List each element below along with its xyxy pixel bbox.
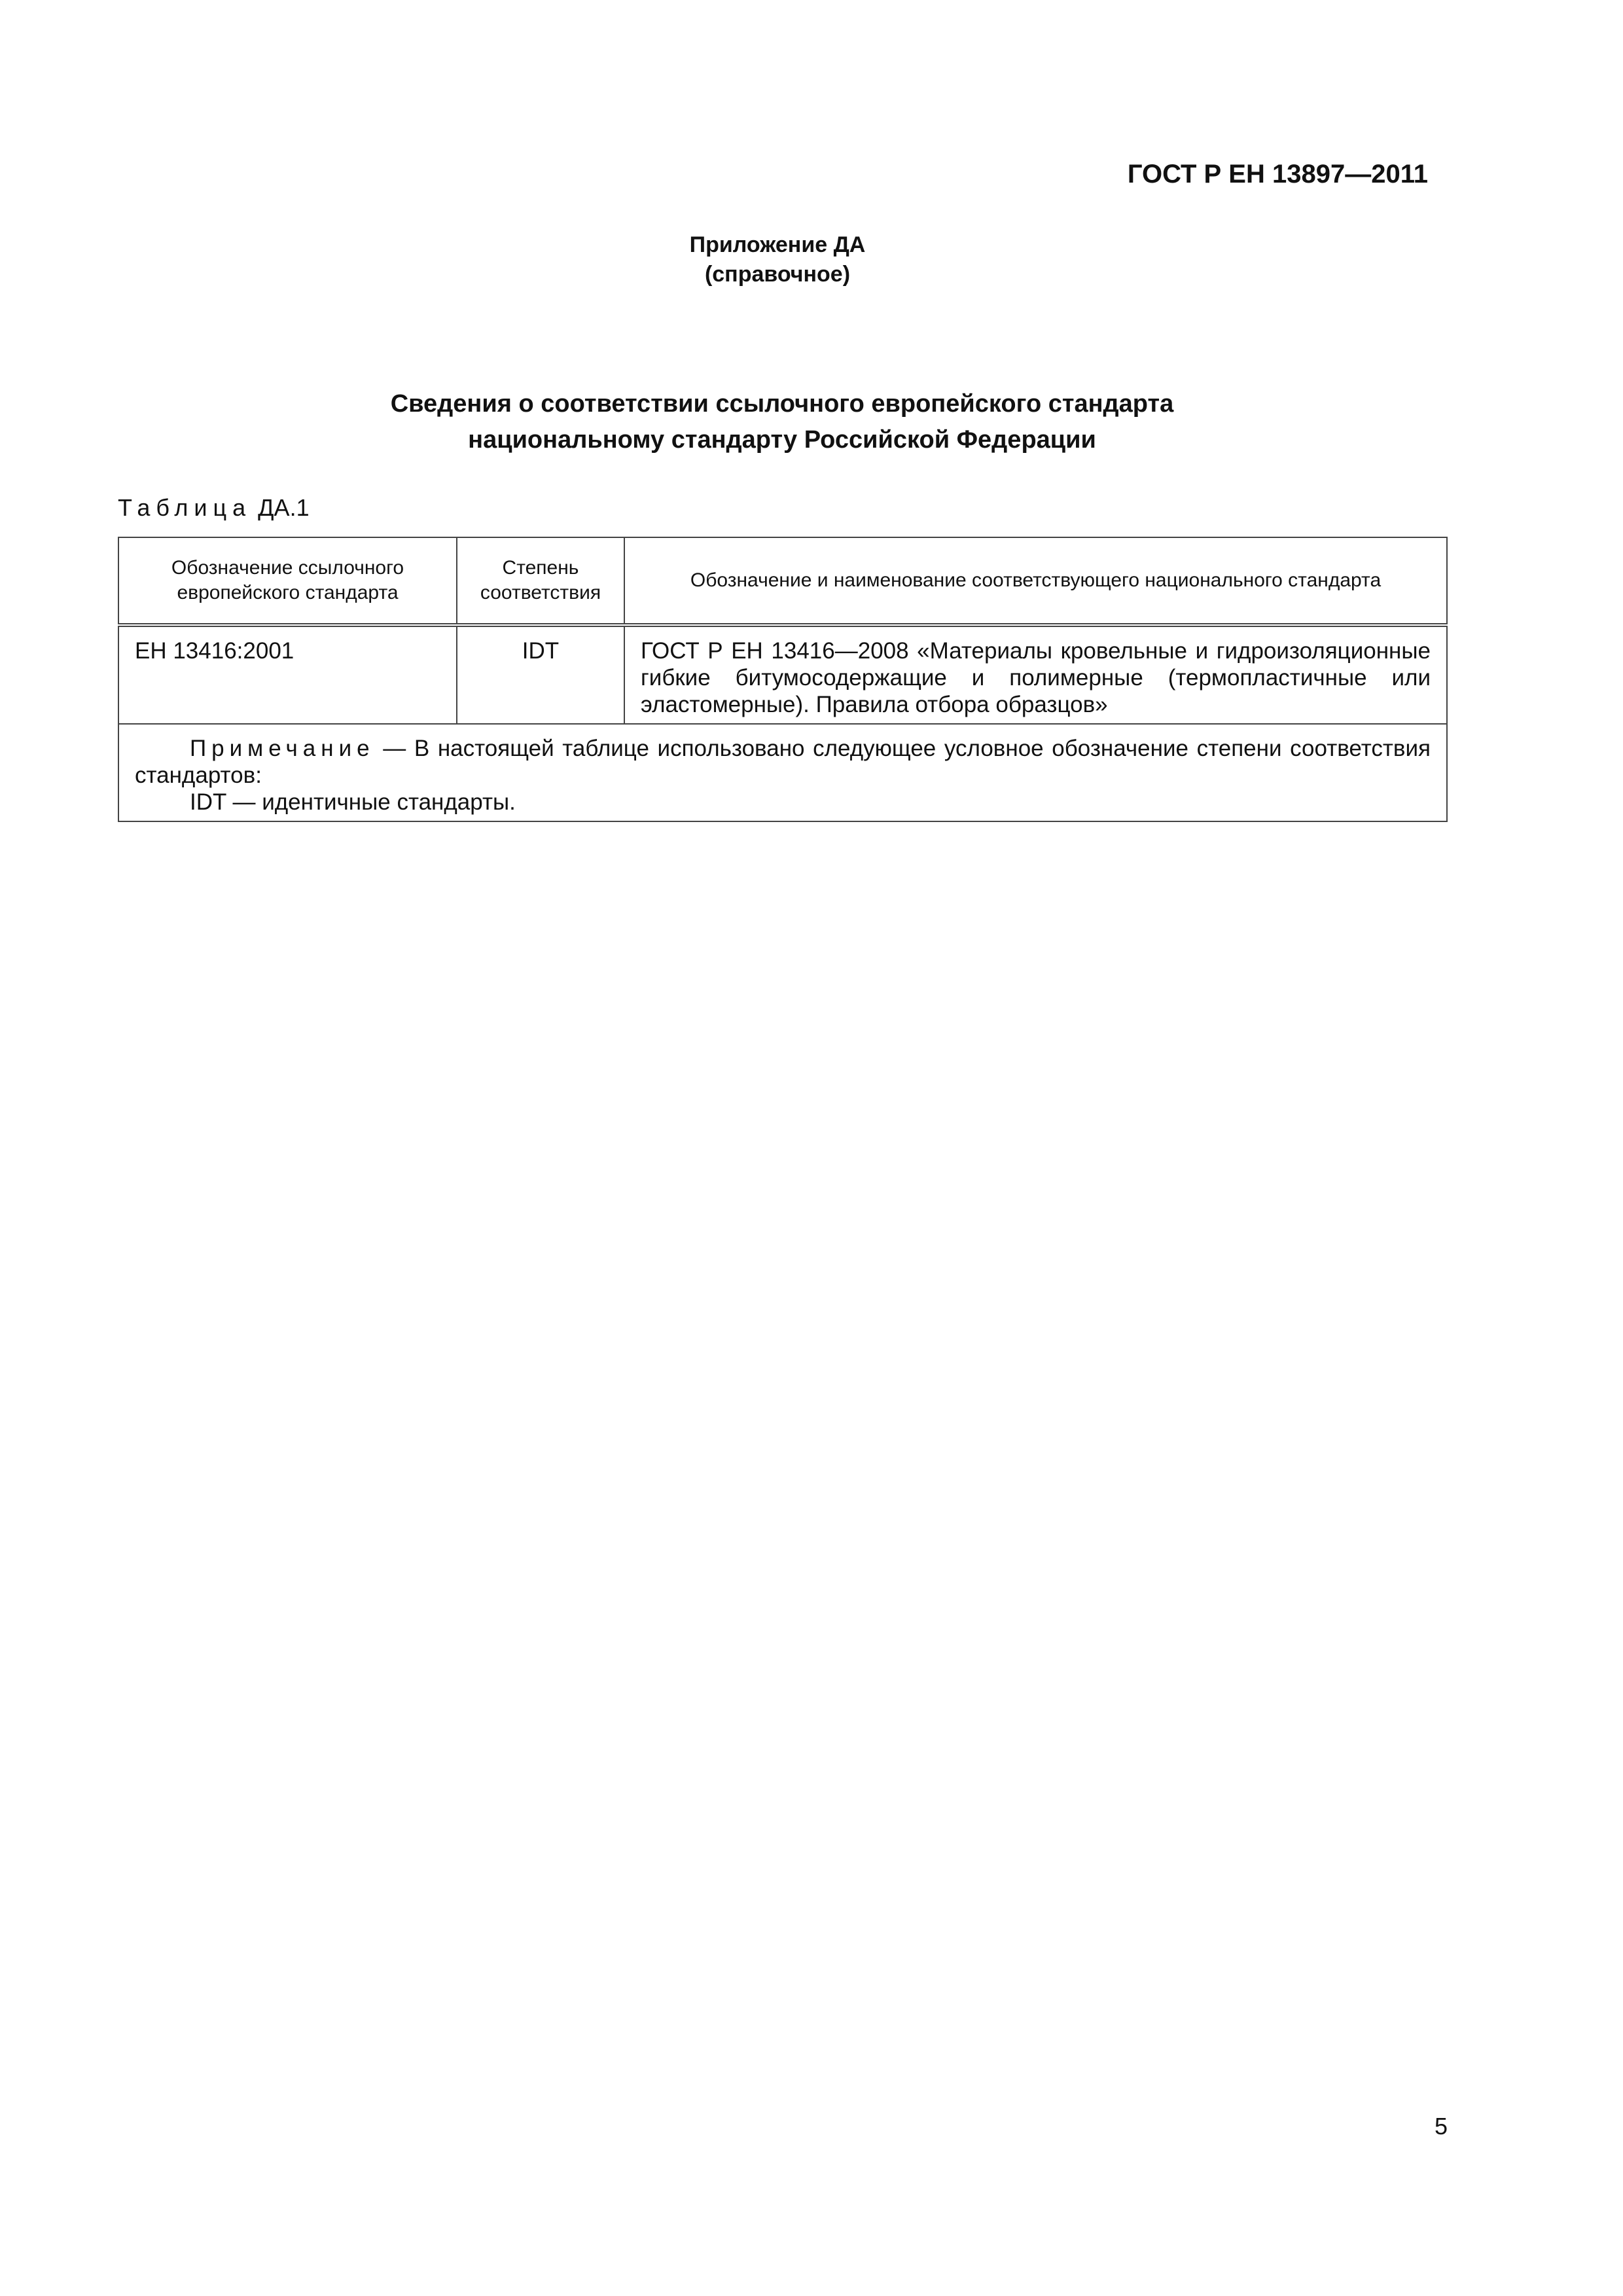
section-title xyxy=(118,386,1446,458)
page-number: 5 xyxy=(1434,2113,1448,2140)
cell-national-standard: ГОСТ Р ЕН 13416—2008 «Материалы кровельные и гидроизоляционные гибкие битумосодержащие и полимерные (термопластичные или эластомерные). Правила отбора образцов» xyxy=(624,625,1447,724)
table-note xyxy=(118,724,1447,821)
section-title-line-1: Сведения о соответствии ссылочного европейского стандарта xyxy=(390,390,1174,418)
header-national-standard: Обозначение и наименование соответствующего национального стандарта xyxy=(624,537,1447,625)
section-title-line-2: национальному стандарту Российской Федерации xyxy=(468,426,1096,454)
annex-heading xyxy=(0,230,1555,289)
note-label: Примечание xyxy=(190,736,375,761)
header-degree: Степень соответствия xyxy=(457,537,624,625)
table-caption xyxy=(118,494,310,522)
annex-status: (справочное) xyxy=(704,262,851,287)
table-row xyxy=(118,625,1447,724)
cell-degree: IDT xyxy=(457,625,624,724)
table-caption-word: Таблица xyxy=(118,494,252,521)
table-caption-number: ДА.1 xyxy=(258,494,310,521)
annex-title: Приложение ДА xyxy=(689,232,866,257)
note-text xyxy=(135,735,1431,789)
correspondence-table xyxy=(118,537,1448,822)
note-item: IDT — идентичные стандарты. xyxy=(190,789,516,815)
cell-ref-standard: ЕН 13416:2001 xyxy=(118,625,457,724)
note-body: — В настоящей таблице использовано следующее условное обозначение степени соответствия стандартов: xyxy=(135,736,1431,788)
document-code: ГОСТ Р ЕН 13897—2011 xyxy=(1127,160,1428,188)
header-ref-standard: Обозначение ссылочного европейского стандарта xyxy=(118,537,457,625)
table-header-row xyxy=(118,537,1447,625)
table-note-row xyxy=(118,724,1447,821)
